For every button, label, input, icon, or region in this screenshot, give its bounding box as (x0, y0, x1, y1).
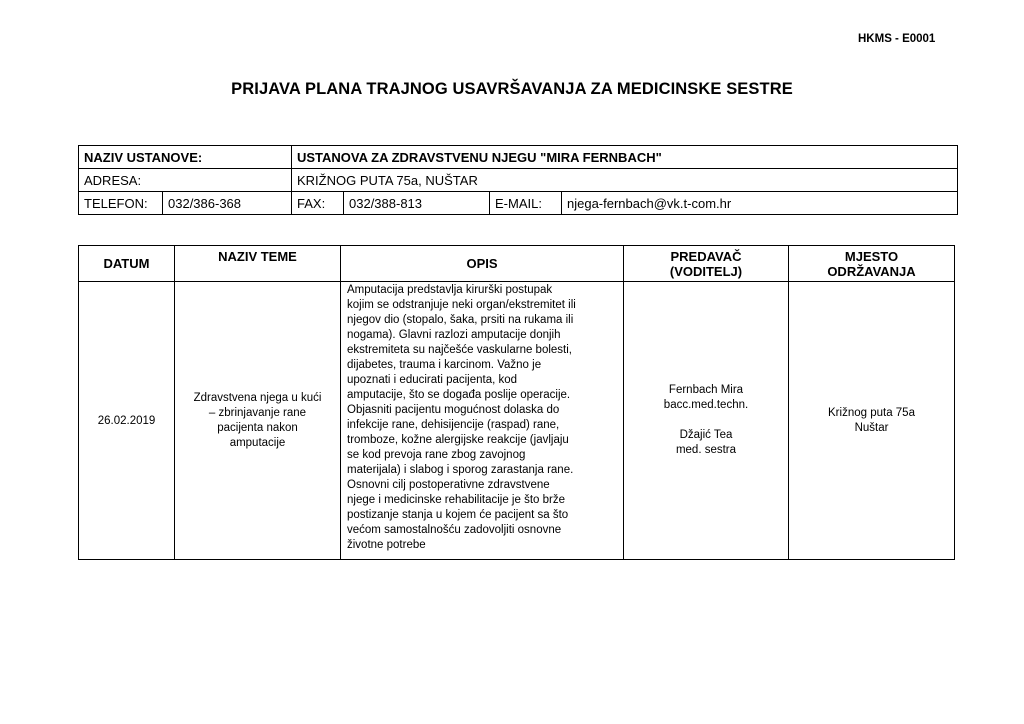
description-line: Objasniti pacijentu mogućnost dolaska do (347, 404, 560, 416)
description-line: materijala) i slabog i sporog zarastanja rane. (347, 464, 574, 476)
email-label: E-MAIL: (490, 192, 562, 215)
plan-header-row (79, 246, 955, 282)
description-line: tromboze, kožne alergijske reakcije (javljaju (347, 434, 569, 446)
description-line: upoznati i educirati pacijenta, kod (347, 374, 518, 386)
description-line: ekstremiteta su najčešće vaskularne bolesti, (347, 344, 572, 356)
institution-contact-row (79, 192, 958, 215)
row-place (789, 282, 955, 560)
description-line: Amputacija predstavlja kirurški postupak (347, 284, 553, 296)
table-row (79, 282, 955, 560)
header-lecturer-line-1: PREDAVAČ (670, 248, 742, 264)
description-line: postizanje stanja u kojem će pacijent sa što (347, 509, 569, 521)
description-line: većom samostalnošću zadovoljiti osnovne (347, 524, 562, 536)
row-description (341, 282, 624, 560)
plan-table (78, 245, 955, 560)
header-date: DATUM (79, 246, 175, 282)
document-title: PRIJAVA PLANA TRAJNOG USAVRŠAVANJA ZA MEDICINSKE SESTRE (231, 80, 793, 98)
phone-value: 032/386-368 (163, 192, 292, 215)
topic-line: Zdravstvena njega u kući (193, 391, 322, 404)
email-value[interactable]: njega-fernbach@vk.t-com.hr (562, 192, 958, 215)
header-place-line-1: MJESTO (844, 248, 899, 264)
lecturer-1-name: Fernbach Mira (668, 384, 744, 396)
description-line: Osnovni cilj postoperativne zdravstvene (347, 479, 550, 491)
row-lecturers (624, 282, 789, 560)
institution-address-row (79, 169, 958, 192)
header-lecturer (624, 246, 789, 282)
institution-info-table (78, 145, 958, 215)
description-line: kojim se odstranjuje neki organ/ekstremitet ili (347, 299, 576, 311)
description-line: njege i medicinske rehabilitacije je što brže (347, 494, 565, 506)
institution-name-label: NAZIV USTANOVE: (79, 146, 292, 169)
fax-value: 032/388-813 (344, 192, 490, 215)
header-description: OPIS (341, 246, 624, 282)
header-topic: NAZIV TEME (175, 246, 341, 282)
topic-line: pacijenta nakon (217, 421, 298, 434)
lecturer-spacer (627, 413, 785, 428)
header-place-line-2: ODRŽAVANJA (827, 263, 916, 279)
place-line: Nuštar (854, 421, 889, 434)
description-line: amputacije, što se događa poslije operacije. (347, 389, 571, 401)
description-line: se kod prevoja rane zbog zavojnog (347, 449, 526, 461)
description-line: infekcije rane, dehisijencije (raspad) rane, (347, 419, 560, 431)
institution-name-value: USTANOVA ZA ZDRAVSTVENU NJEGU "MIRA FERNBACH" (292, 146, 958, 169)
lecturer-2-name: Džajić Tea (679, 429, 733, 441)
place-line: Križnog puta 75a (828, 406, 915, 419)
phone-label: TELEFON: (79, 192, 163, 215)
institution-name-row (79, 146, 958, 169)
document-code: HKMS - E0001 (858, 33, 936, 45)
row-topic (175, 282, 341, 560)
description-line: životne potrebe (347, 539, 426, 551)
description-line: njegov dio (stopalo, šaka, prsiti na rukama ili (347, 314, 574, 326)
institution-address-label: ADRESA: (79, 169, 292, 192)
institution-address-value: KRIŽNOG PUTA 75a, NUŠTAR (292, 169, 958, 192)
topic-line: amputacije (229, 436, 286, 449)
row-date: 26.02.2019 (79, 282, 175, 560)
topic-line: – zbrinjavanje rane (208, 406, 307, 419)
lecturer-1-title: bacc.med.techn. (663, 399, 749, 411)
fax-label: FAX: (292, 192, 344, 215)
header-place (789, 246, 955, 282)
description-line: nogama). Glavni razlozi amputacije donjih (347, 329, 561, 341)
lecturer-2-title: med. sestra (675, 444, 737, 456)
header-lecturer-line-2: (VODITELJ) (669, 263, 743, 279)
description-line: dijabetes, trauma i karcinom. Važno je (347, 359, 542, 371)
